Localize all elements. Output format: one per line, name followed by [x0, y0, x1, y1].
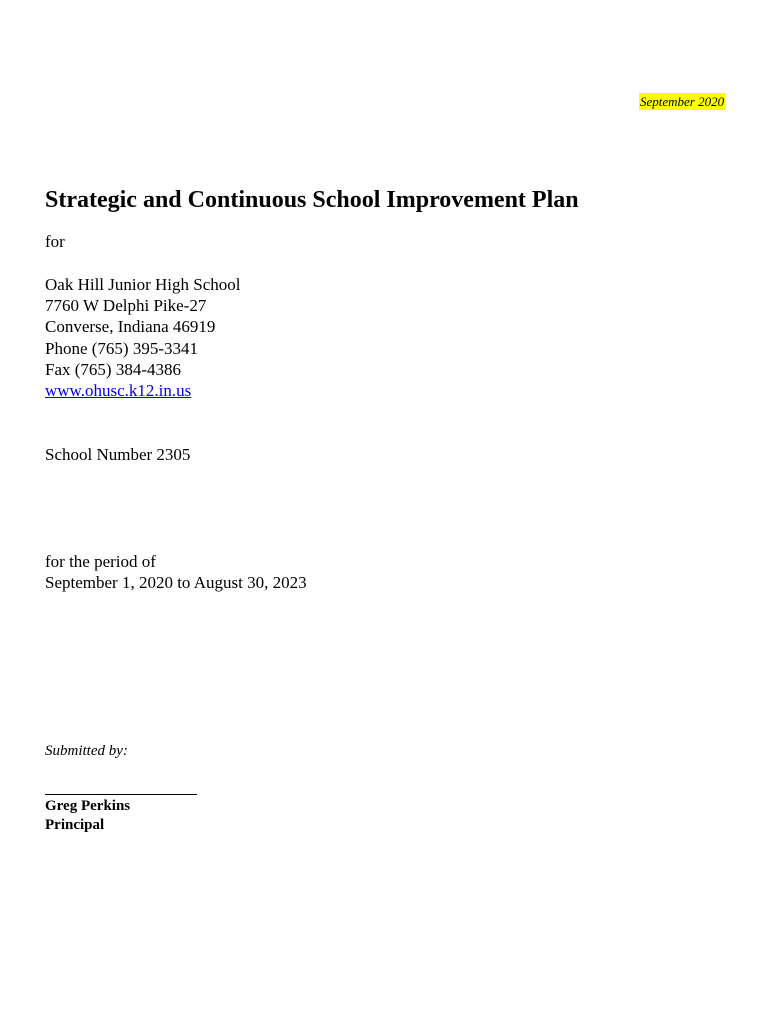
- date-stamp: September 2020: [640, 94, 725, 109]
- signature-line: [45, 794, 197, 795]
- submitter-name: Greg Perkins: [45, 798, 131, 814]
- period-label: for the period of: [45, 552, 156, 571]
- school-name: Oak Hill Junior High School: [45, 275, 241, 294]
- school-phone: Phone (765) 395-3341: [45, 339, 198, 358]
- submitted-by-label: Submitted by:: [45, 743, 128, 759]
- submitter-role: Principal: [45, 817, 105, 833]
- school-street: 7760 W Delphi Pike-27: [45, 296, 207, 315]
- period-range: September 1, 2020 to August 30, 2023: [45, 573, 307, 592]
- school-fax: Fax (765) 384-4386: [45, 360, 181, 379]
- for-label: for: [45, 232, 65, 251]
- school-number: School Number 2305: [45, 445, 191, 464]
- document-title: Strategic and Continuous School Improvement Plan: [45, 187, 579, 213]
- school-website-link[interactable]: www.ohusc.k12.in.us: [45, 381, 192, 400]
- school-city-state-zip: Converse, Indiana 46919: [45, 317, 216, 336]
